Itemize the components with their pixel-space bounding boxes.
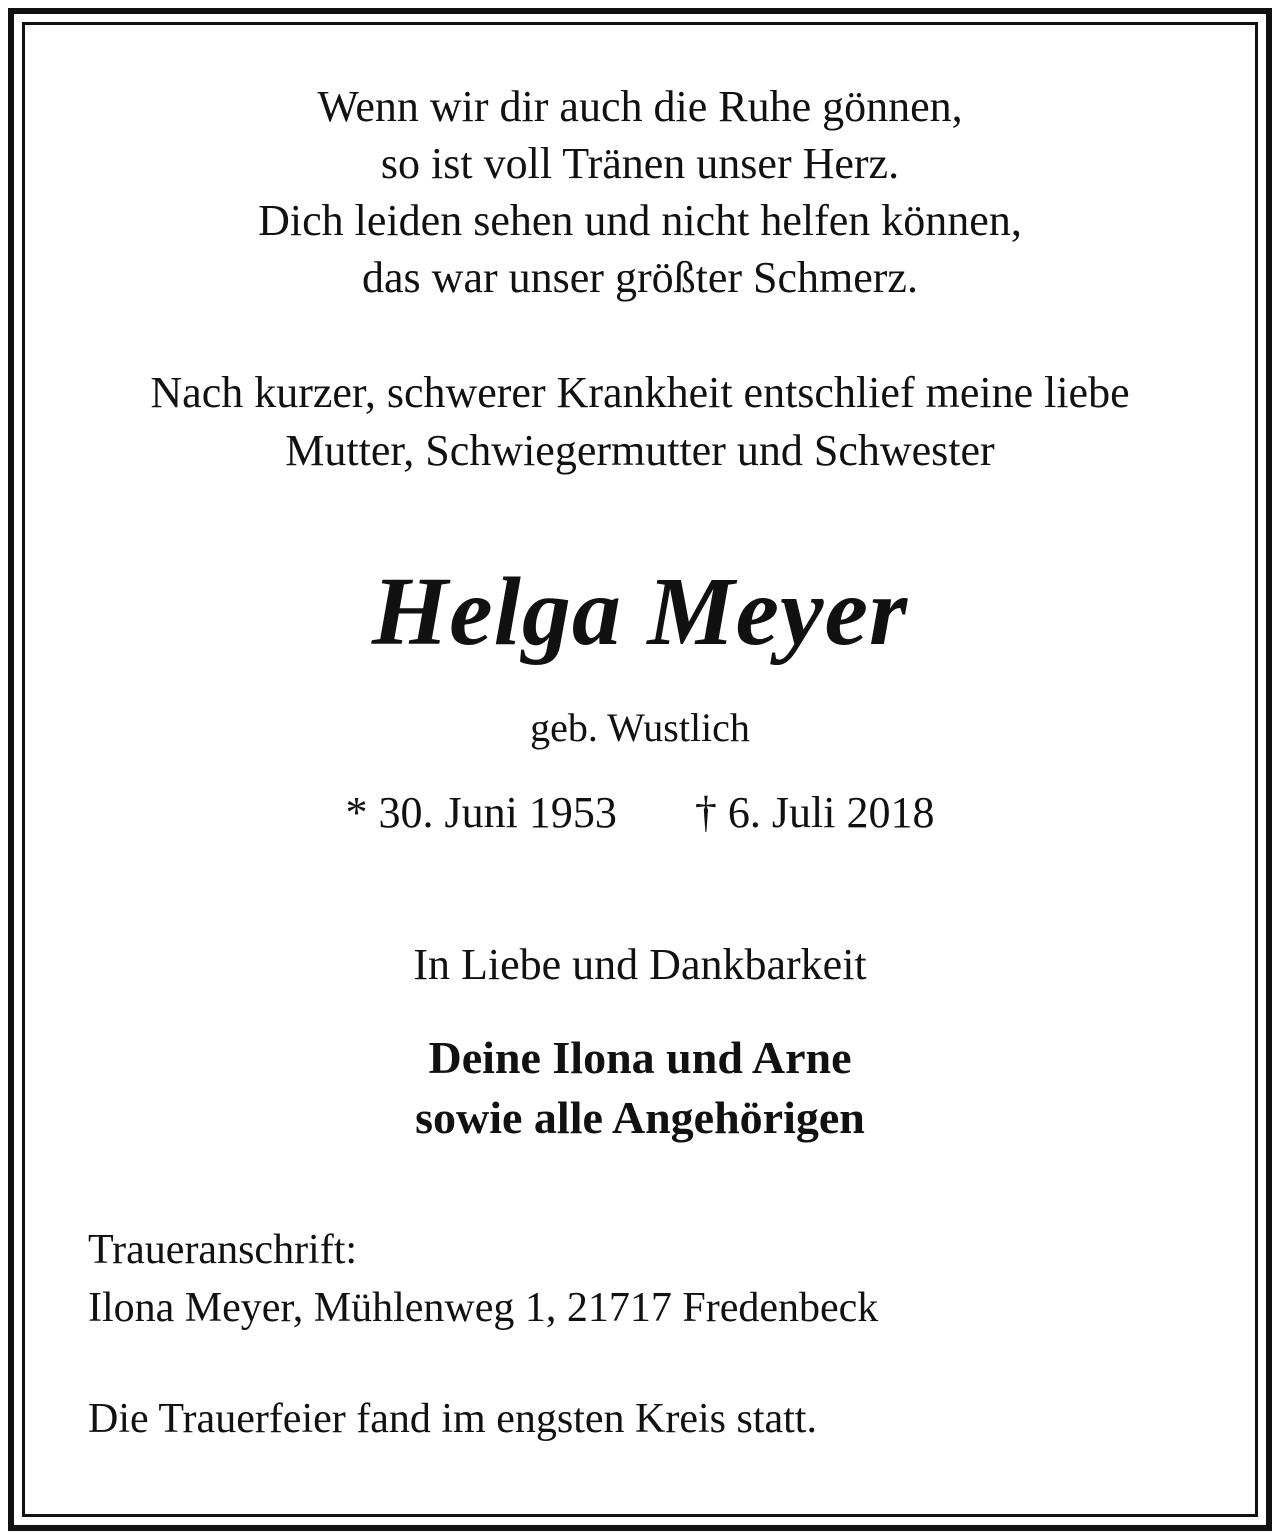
signer-line: sowie alle Angehörigen [415,1092,865,1143]
mourning-address [88,1221,878,1337]
deceased-name: Helga Meyer [371,558,909,666]
birth-name: geb. Wustlich [530,705,750,750]
closing-phrase: In Liebe und Dankbarkeit [413,940,867,989]
ceremony-note: Die Trauerfeier fand im engsten Kreis statt. [88,1396,817,1442]
life-dates [0,785,1280,841]
death-announcement [0,364,1280,480]
death-date: † 6. Juli 2018 [694,788,935,837]
poem-line: Wenn wir dir auch die Ruhe gönnen, [317,82,963,131]
poem-line: so ist voll Tränen unser Herz. [380,139,900,188]
birth-date: * 30. Juni 1953 [345,788,617,837]
signers [0,1028,1280,1148]
announcement-line: Mutter, Schwiegermutter und Schwester [285,426,995,475]
poem-verse [0,78,1280,306]
poem-line: Dich leiden sehen und nicht helfen können, [258,196,1022,245]
announcement-line: Nach kurzer, schwerer Krankheit entschlief meine liebe [150,368,1130,417]
signer-line: Deine Ilona und Arne [428,1032,852,1083]
poem-line: das war unser größter Schmerz. [362,253,918,302]
address-label: Traueranschrift: [88,1227,358,1273]
address-text: Ilona Meyer, Mühlenweg 1, 21717 Fredenbeck [88,1285,879,1331]
